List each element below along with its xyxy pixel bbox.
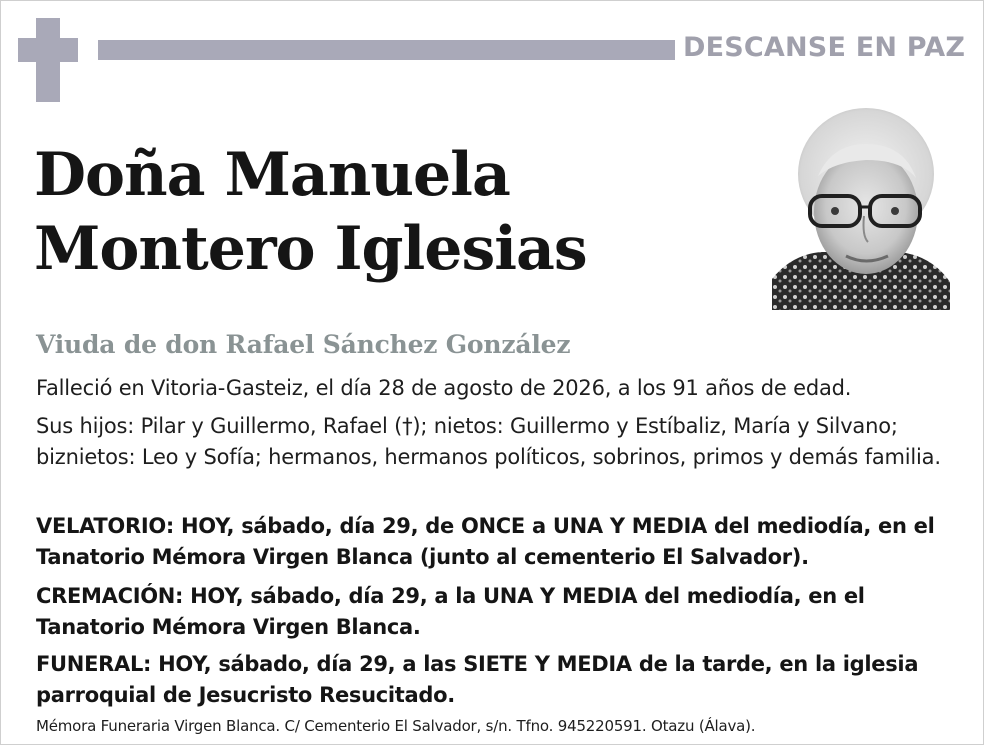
velatorio-paragraph: VELATORIO: HOY, sábado, día 29, de ONCE a UNA Y MEDIA del mediodía, en el Tanatorio Mémora Virgen Blanca (junto al cementerio El Salvador). xyxy=(36,514,935,569)
header-divider-bar xyxy=(98,40,675,60)
death-notice: Falleció en Vitoria-Gasteiz, el día 28 de agosto de 2026, a los 91 años de edad. xyxy=(36,376,852,400)
portrait-photo xyxy=(772,104,950,310)
funeral-home-footer: Mémora Funeraria Virgen Blanca. C/ Cementerio El Salvador, s/n. Tfno. 945220591. Otazu (Álava). xyxy=(36,717,756,735)
family-paragraph: Sus hijos: Pilar y Guillermo, Rafael (†); nietos: Guillermo y Estíbaliz, María y Silvano; biznietos: Leo y Sofía; hermanos, hermanos políticos, sobrinos, primos y demás familia. xyxy=(36,414,941,469)
cremacion-paragraph: CREMACIÓN: HOY, sábado, día 29, a la UNA Y MEDIA del mediodía, en el Tanatorio Mémora Virgen Blanca. xyxy=(36,584,865,639)
spouse-line: Viuda de don Rafael Sánchez González xyxy=(36,330,571,359)
deceased-name-line-2: Montero Iglesias xyxy=(34,214,587,284)
funeral-paragraph: FUNERAL: HOY, sábado, día 29, a las SIETE Y MEDIA de la tarde, en la iglesia parroquial de Jesucristo Resucitado. xyxy=(36,652,919,707)
portrait-illustration xyxy=(772,104,950,310)
deceased-name-line-1: Doña Manuela xyxy=(34,140,510,210)
header-label: DESCANSE EN PAZ xyxy=(683,32,966,63)
deceased-name xyxy=(34,138,587,286)
cross-icon xyxy=(18,18,78,102)
